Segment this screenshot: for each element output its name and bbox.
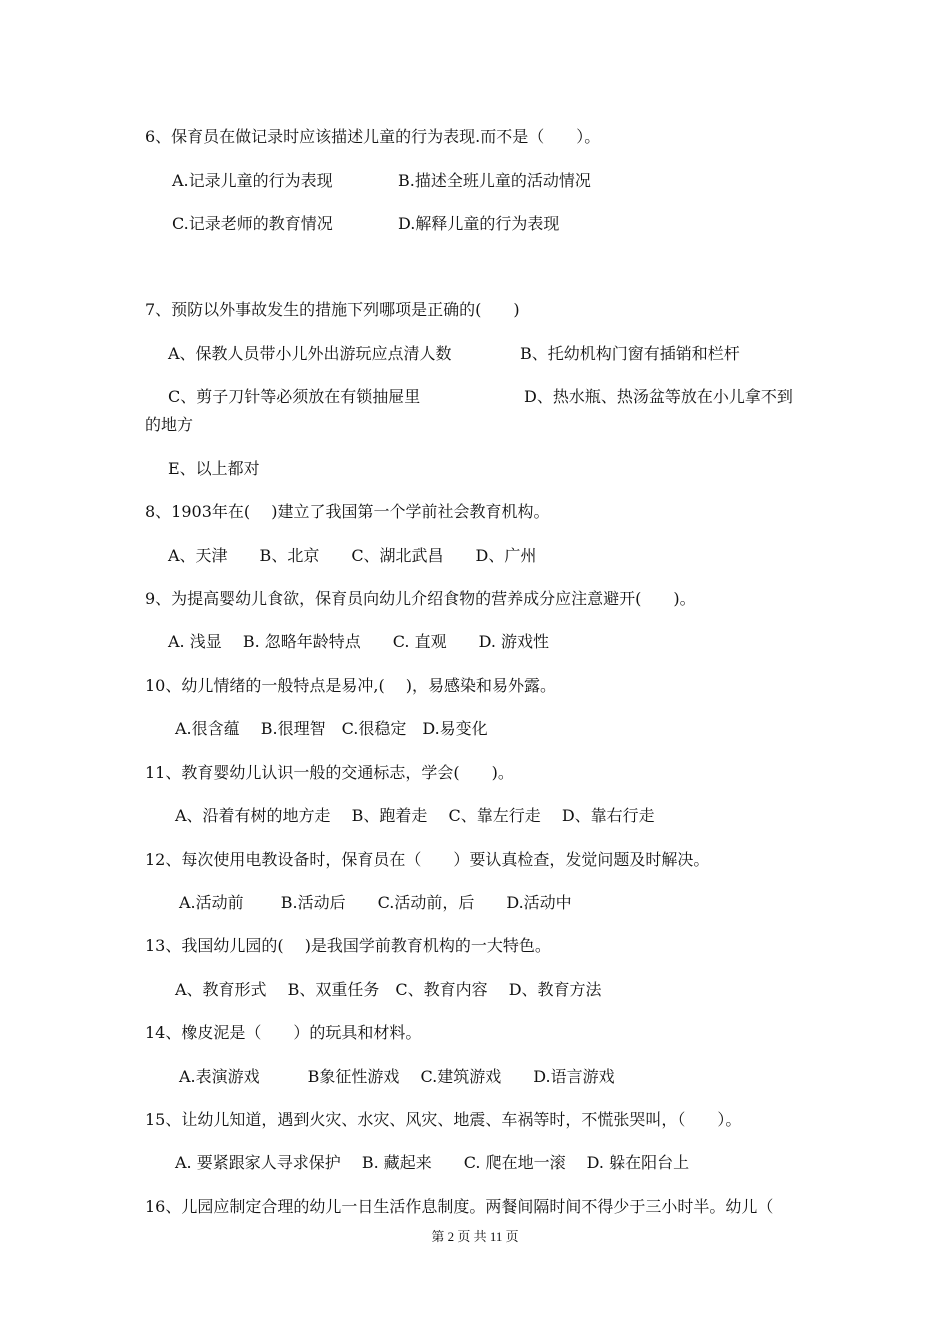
q6-option-b: B.描述全班儿童的活动情况 [398, 171, 591, 190]
q7-option-d: D、热水瓶、热汤盆等放在小儿拿不到 [524, 387, 793, 406]
q7-option-e: E、以上都对 [168, 459, 260, 478]
question-13: 13、我国幼儿园的( )是我国学前教育机构的一大特色。 [145, 936, 551, 955]
q15-options: A. 要紧跟家人寻求保护 B. 藏起来 C. 爬在地一滚 D. 躲在阳台上 [175, 1153, 690, 1172]
q8-options: A、天津 B、北京 C、湖北武昌 D、广州 [168, 546, 537, 565]
q7-option-c: C、剪子刀针等必须放在有锁抽屉里 [168, 387, 421, 406]
q11-options: A、沿着有树的地方走 B、跑着走 C、靠左行走 D、靠右行走 [175, 806, 655, 825]
question-7: 7、预防以外事故发生的措施下列哪项是正确的( ) [145, 300, 520, 319]
q6-option-a: A.记录儿童的行为表现 [172, 171, 333, 190]
q10-options: A.很含蕴 B.很理智 C.很稳定 D.易变化 [175, 719, 488, 738]
question-12: 12、每次使用电教设备时，保育员在（ ）要认真检查，发觉问题及时解决。 [145, 850, 710, 869]
q13-options: A、教育形式 B、双重任务 C、教育内容 D、教育方法 [175, 980, 602, 999]
question-6: 6、保育员在做记录时应该描述儿童的行为表现.而不是（ ）。 [145, 127, 601, 146]
q6-option-c: C.记录老师的教育情况 [172, 214, 333, 233]
question-14: 14、橡皮泥是（ ）的玩具和材料。 [145, 1023, 422, 1042]
question-15: 15、让幼儿知道，遇到火灾、水灾、风灾、地震、车祸等时，不慌张哭叫，（ ）。 [145, 1110, 742, 1129]
question-8: 8、1903年在( )建立了我国第一个学前社会教育机构。 [145, 502, 550, 521]
question-16: 16、儿园应制定合理的幼儿一日生活作息制度。两餐间隔时间不得少于三小时半。幼儿（ [145, 1197, 774, 1216]
page-footer: 第 2 页 共 11 页 [431, 1229, 519, 1244]
q9-options: A. 浅显 B. 忽略年龄特点 C. 直观 D. 游戏性 [168, 632, 550, 651]
question-9: 9、为提高婴幼儿食欲，保育员向幼儿介绍食物的营养成分应注意避开( )。 [145, 589, 696, 608]
q7-option-d-wrap: 的地方 [145, 415, 194, 434]
q12-options: A.活动前 B.活动后 C.活动前，后 D.活动中 [179, 893, 572, 912]
question-10: 10、幼儿情绪的一般特点是易冲,( )，易感染和易外露。 [145, 676, 557, 695]
q7-option-a: A、保教人员带小儿外出游玩应点清人数 [168, 344, 452, 363]
q6-option-d: D.解释儿童的行为表现 [398, 214, 560, 233]
question-11: 11、教育婴幼儿认识一般的交通标志，学会( )。 [145, 763, 514, 782]
q14-options: A.表演游戏 B象征性游戏 C.建筑游戏 D.语言游戏 [179, 1067, 615, 1086]
q7-option-b: B、托幼机构门窗有插销和栏杆 [520, 344, 740, 363]
